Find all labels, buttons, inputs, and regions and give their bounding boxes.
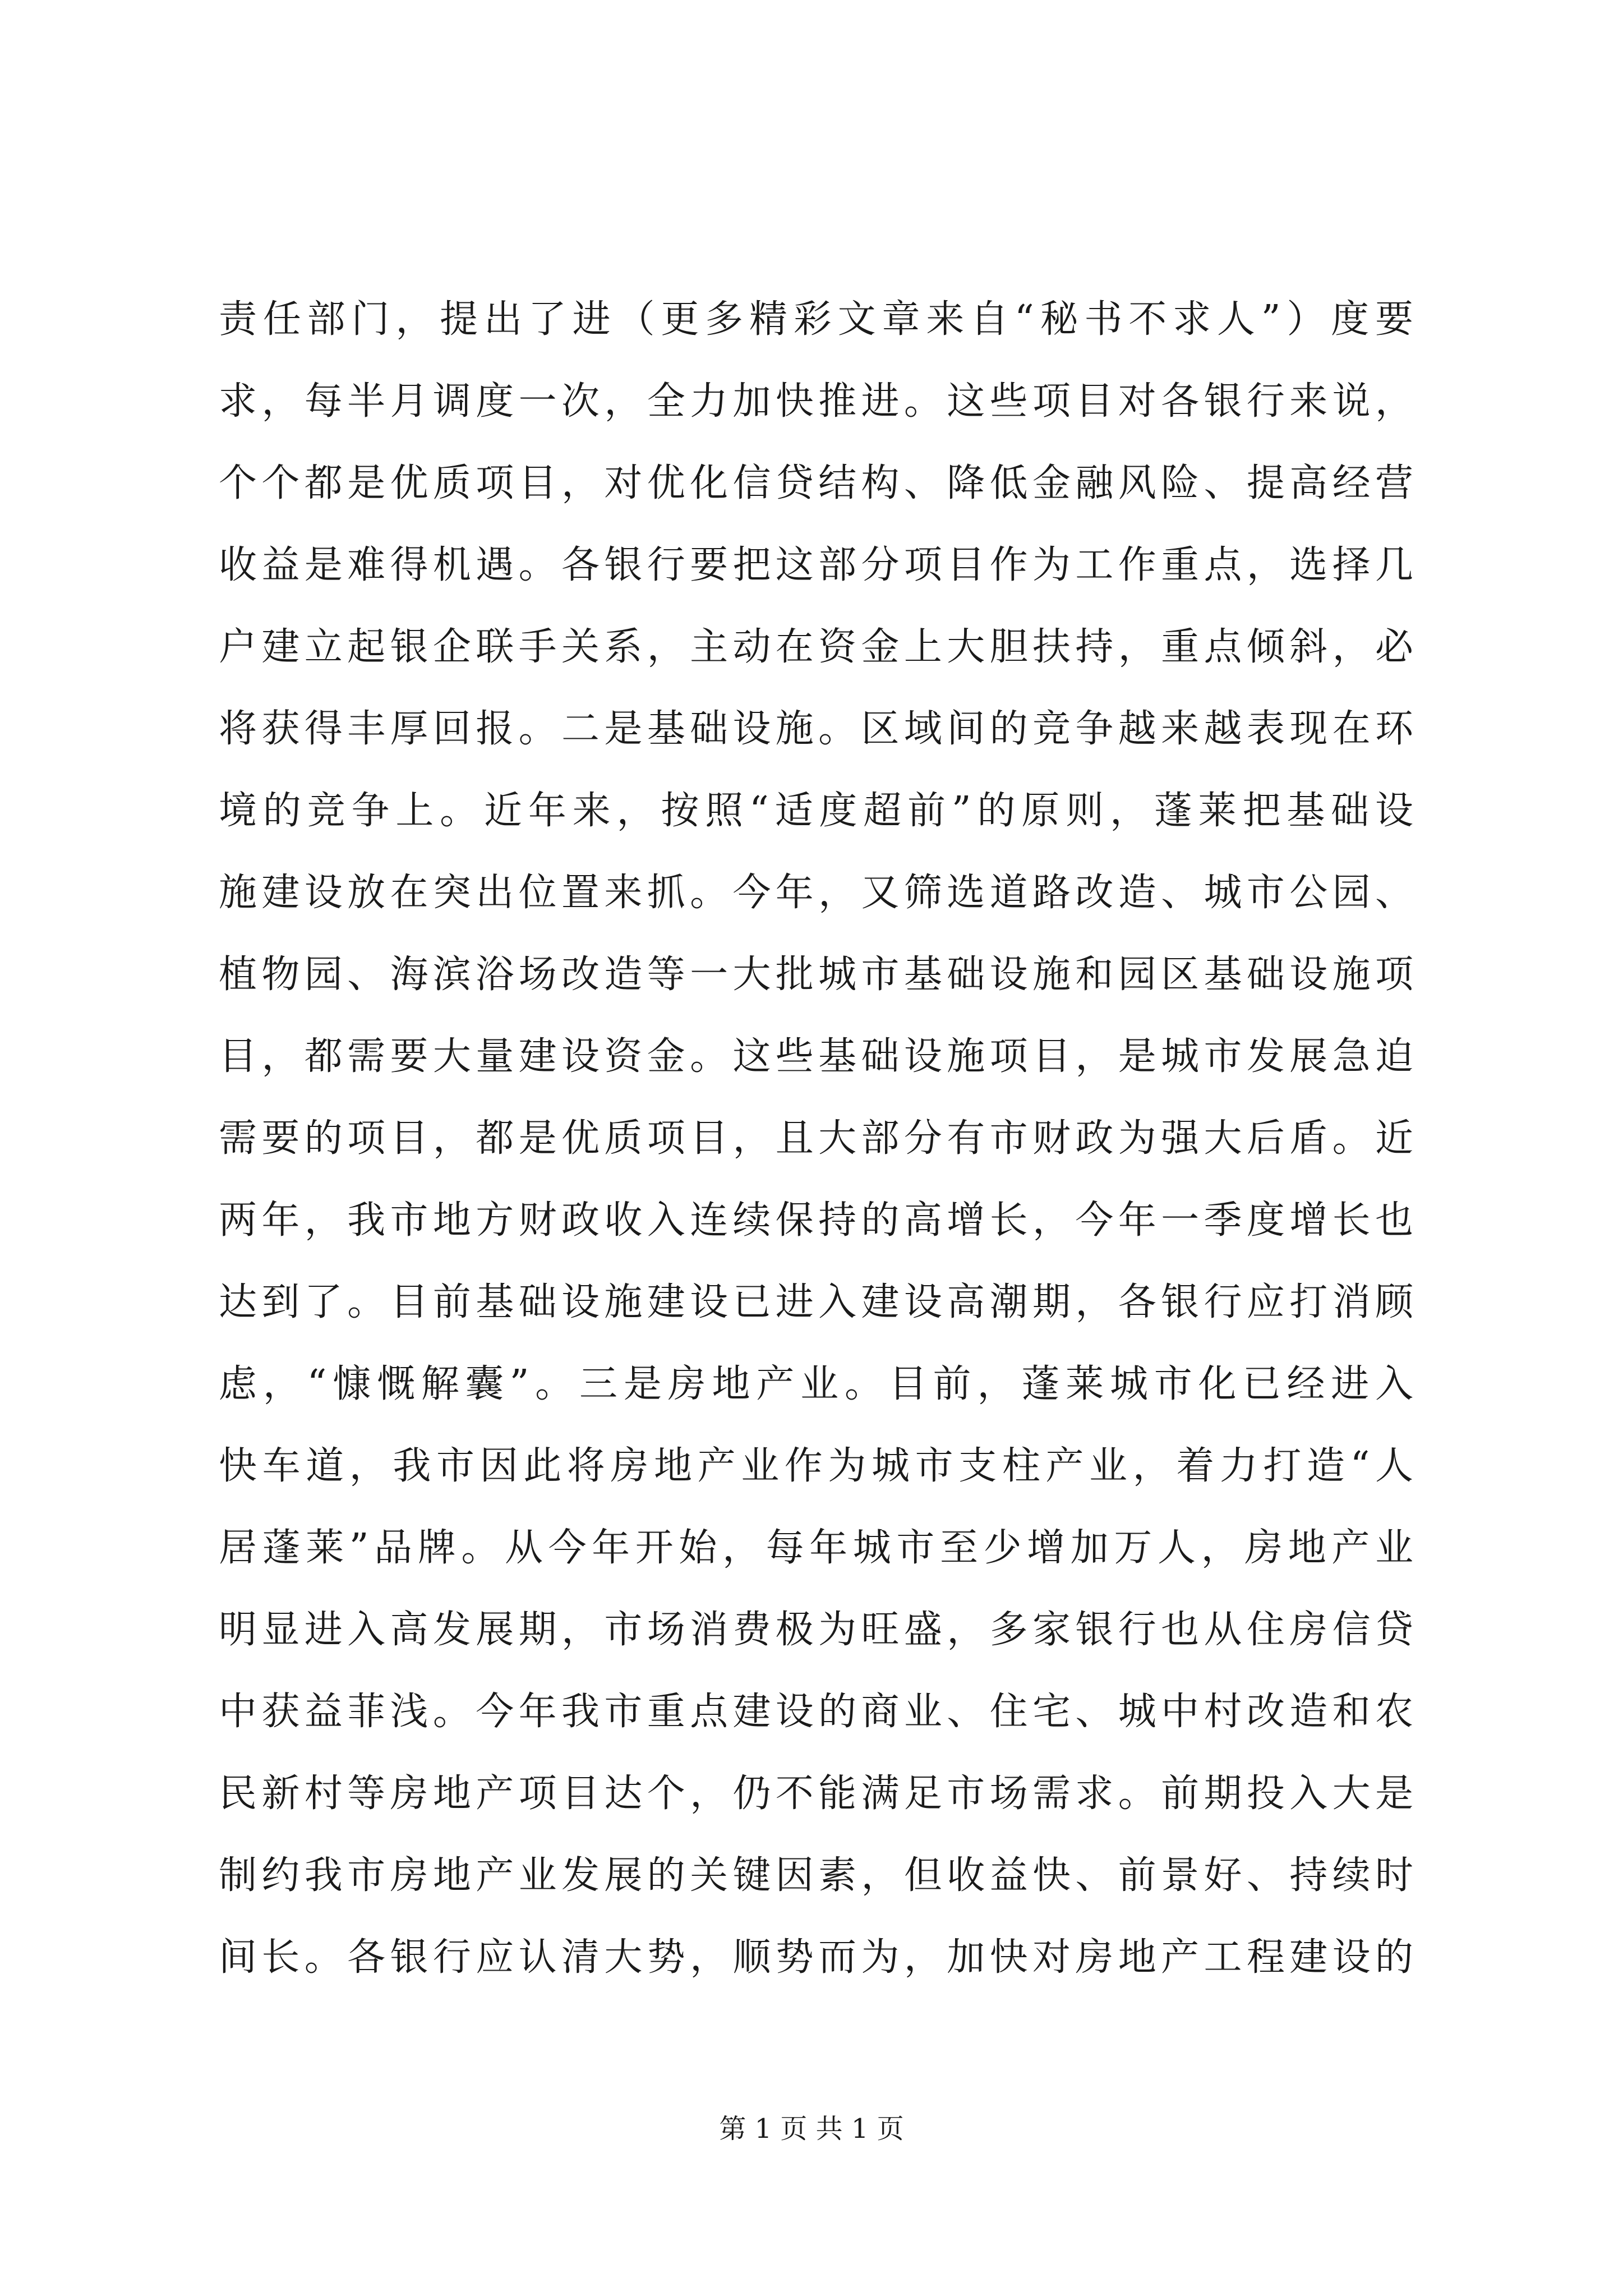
text-line: 民新村等房地产项目达个，仍不能满足市场需求。前期投入大是 [219, 1772, 1413, 1816]
text-line: 明显进入高发展期，市场消费极为旺盛，多家银行也从住房信贷 [219, 1608, 1413, 1652]
text-line: 间长。各银行应认清大势，顺势而为，加快对房地产工程建设的 [219, 1935, 1413, 1980]
text-line: 求，每半月调度一次，全力加快推进。这些项目对各银行来说， [219, 379, 1413, 424]
text-line: 境的竞争上。近年来，按照“适度超前”的原则，蓬莱把基础设 [219, 789, 1413, 833]
text-line: 需要的项目，都是优质项目，且大部分有市财政为强大后盾。近 [219, 1116, 1413, 1161]
text-line: 达到了。目前基础设施建设已进入建设高潮期，各银行应打消顾 [219, 1280, 1413, 1324]
text-line: 制约我市房地产业发展的关键因素，但收益快、前景好、持续时 [219, 1853, 1413, 1898]
text-line: 快车道，我市因此将房地产业作为城市支柱产业，着力打造“人 [219, 1444, 1413, 1488]
text-line: 责任部门，提出了进（更多精彩文章来自“秘书不求人”）度要 [219, 297, 1413, 342]
text-line: 目，都需要大量建设资金。这些基础设施项目，是城市发展急迫 [219, 1034, 1413, 1079]
text-line: 虑，“慷慨解囊”。三是房地产业。目前，蓬莱城市化已经进入 [219, 1362, 1413, 1406]
text-line: 居蓬莱”品牌。从今年开始，每年城市至少增加万人，房地产业 [219, 1526, 1413, 1570]
page-footer: 第 1 页 共 1 页 [719, 2113, 904, 2145]
text-line: 植物园、海滨浴场改造等一大批城市基础设施和园区基础设施项 [219, 953, 1413, 997]
text-line: 将获得丰厚回报。二是基础设施。区域间的竞争越来越表现在环 [219, 707, 1413, 751]
text-line: 收益是难得机遇。各银行要把这部分项目作为工作重点，选择几 [219, 543, 1413, 587]
text-line: 中获益菲浅。今年我市重点建设的商业、住宅、城中村改造和农 [219, 1690, 1413, 1734]
text-line: 两年，我市地方财政收入连续保持的高增长，今年一季度增长也 [219, 1198, 1413, 1243]
text-line: 个个都是优质项目，对优化信贷结构、降低金融风险、提高经营 [219, 461, 1413, 505]
text-line: 施建设放在突出位置来抓。今年，又筛选道路改造、城市公园、 [219, 871, 1413, 915]
text-line: 户建立起银企联手关系，主动在资金上大胆扶持，重点倾斜，必 [219, 625, 1413, 669]
